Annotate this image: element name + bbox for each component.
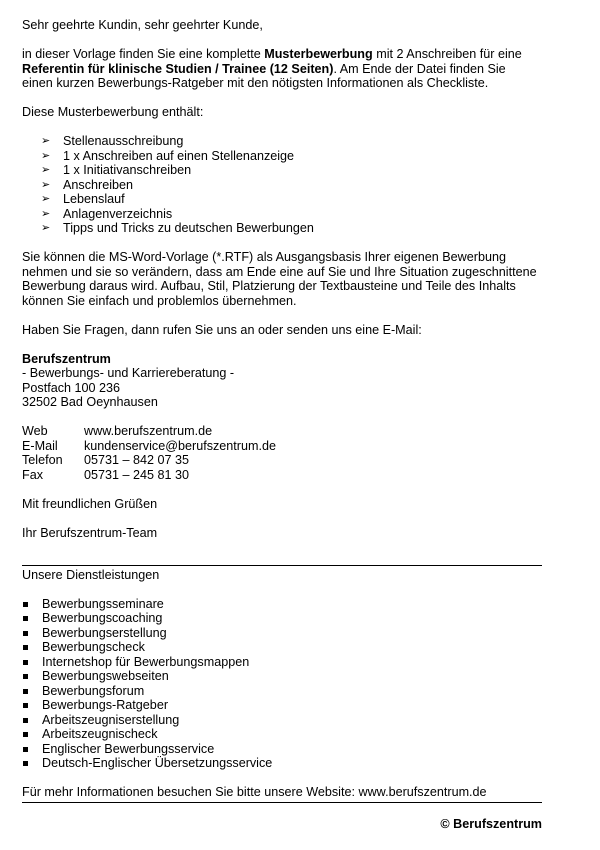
list-item-label: Deutsch-Englischer Übersetzungsservice xyxy=(42,756,273,770)
contact-label: Web xyxy=(22,424,48,438)
usage-line: Sie können die MS-Word-Vorlage (*.RTF) als Ausgangsbasis Ihrer eigenen Bewerbung xyxy=(22,250,506,264)
square-bullet-icon xyxy=(23,718,28,723)
list-item-label: Bewerbungscoaching xyxy=(42,611,163,625)
contact-label: Fax xyxy=(22,467,43,482)
list-item xyxy=(22,655,542,670)
square-bullet-icon xyxy=(23,747,28,752)
list-item-label: Anlagenverzeichnis xyxy=(63,206,173,221)
contents-list xyxy=(22,134,542,236)
services-list xyxy=(22,597,542,771)
list-item-label: Arbeitszeugniserstellung xyxy=(42,712,180,727)
contact-row-fax xyxy=(22,468,542,483)
list-item xyxy=(22,611,542,626)
usage-line: nehmen und sie so verändern, dass am Ende eine auf Sie und Ihre Situation zugeschnittene xyxy=(22,264,537,279)
list-item-label: Bewerbungserstellung xyxy=(42,625,167,640)
list-item-label: Englischer Bewerbungsservice xyxy=(42,741,215,756)
usage-line: Bewerbung daraus wird. Aufbau, Stil, Platzierung der Textbausteine und Teile des Inhalts xyxy=(22,279,516,293)
intro-text-4: einen kurzen Bewerbungs-Ratgeber mit den nötigsten Informationen als Checkliste. xyxy=(22,76,489,90)
services-heading: Unsere Dienstleistungen xyxy=(22,567,160,582)
square-bullet-icon xyxy=(23,660,28,665)
list-item xyxy=(41,178,542,193)
list-item xyxy=(41,192,542,207)
website-link[interactable]: www.berufszentrum.de xyxy=(84,424,213,438)
company-address xyxy=(22,352,542,410)
list-item xyxy=(22,727,542,742)
list-item-label: 1 x Anschreiben auf einen Stellenanzeige xyxy=(63,148,295,163)
phone-number: 05731 – 842 07 35 xyxy=(84,453,190,467)
copyright: © Berufszentrum xyxy=(440,816,542,831)
intro-bold-2: Referentin für klinische Studien / Trainee (12 Seiten) xyxy=(22,61,334,76)
intro-bold-1: Musterbewerbung xyxy=(264,47,373,61)
questions-line: Haben Sie Fragen, dann rufen Sie uns an oder senden uns eine E-Mail: xyxy=(22,322,422,337)
signature: Ihr Berufszentrum-Team xyxy=(22,525,158,540)
arrow-bullet-icon: ➢ xyxy=(41,222,51,234)
list-item xyxy=(22,669,542,684)
website-info: Für mehr Informationen besuchen Sie bitte unsere Website: www.berufszentrum.de xyxy=(22,785,487,799)
list-item xyxy=(41,134,542,149)
square-bullet-icon xyxy=(23,674,28,679)
divider xyxy=(22,565,542,566)
company-name: Berufszentrum xyxy=(22,351,111,366)
list-item-label: Bewerbungsforum xyxy=(42,683,145,698)
contact-block xyxy=(22,424,542,482)
greeting: Sehr geehrte Kundin, sehr geehrter Kunde, xyxy=(22,18,263,32)
arrow-bullet-icon: ➢ xyxy=(41,193,51,205)
address-line: Postfach 100 236 xyxy=(22,380,121,395)
contents-heading: Diese Musterbewerbung enthält: xyxy=(22,105,204,119)
contact-row-phone xyxy=(22,453,542,468)
intro-text-1: in dieser Vorlage finden Sie eine komplette xyxy=(22,47,265,61)
contact-label: Telefon xyxy=(22,453,63,467)
square-bullet-icon xyxy=(23,703,28,708)
list-item-label: Internetshop für Bewerbungsmappen xyxy=(42,654,250,669)
intro-text-2: mit 2 Anschreiben für eine xyxy=(372,47,522,61)
list-item-label: 1 x Initiativanschreiben xyxy=(63,163,192,177)
address-line: 32502 Bad Oeynhausen xyxy=(22,395,158,409)
closing: Mit freundlichen Grüßen xyxy=(22,496,158,511)
list-item-label: Lebenslauf xyxy=(63,192,125,206)
list-item xyxy=(22,640,542,655)
usage-line: können Sie einfach und problemlos übernehmen. xyxy=(22,293,297,308)
arrow-bullet-icon: ➢ xyxy=(41,149,51,162)
square-bullet-icon xyxy=(23,616,28,621)
list-item xyxy=(22,684,542,699)
email-link[interactable]: kundenservice@berufszentrum.de xyxy=(84,438,276,453)
list-item xyxy=(41,149,542,164)
list-item xyxy=(22,756,542,771)
list-item xyxy=(22,713,542,728)
arrow-bullet-icon: ➢ xyxy=(41,207,51,220)
contact-row-web xyxy=(22,424,542,439)
square-bullet-icon xyxy=(23,631,28,636)
list-item-label: Bewerbungsseminare xyxy=(42,596,164,611)
list-item xyxy=(22,626,542,641)
list-item-label: Bewerbungswebseiten xyxy=(42,669,169,683)
square-bullet-icon xyxy=(23,645,28,650)
square-bullet-icon xyxy=(23,761,28,766)
arrow-bullet-icon: ➢ xyxy=(41,178,51,191)
list-item xyxy=(22,597,542,612)
arrow-bullet-icon: ➢ xyxy=(41,164,51,176)
list-item-label: Arbeitszeugnischeck xyxy=(42,727,158,741)
intro-text-3: . Am Ende der Datei finden Sie xyxy=(333,61,506,76)
list-item-label: Stellenausschreibung xyxy=(63,134,184,148)
intro-paragraph xyxy=(22,47,542,91)
list-item-label: Tipps und Tricks zu deutschen Bewerbungen xyxy=(63,221,314,235)
list-item-label: Bewerbungs-Ratgeber xyxy=(42,698,169,712)
list-item-label: Anschreiben xyxy=(63,177,134,192)
square-bullet-icon xyxy=(23,732,28,737)
arrow-bullet-icon: ➢ xyxy=(41,135,51,147)
list-item xyxy=(41,207,542,222)
fax-number: 05731 – 245 81 30 xyxy=(84,467,190,482)
list-item xyxy=(41,163,542,178)
square-bullet-icon xyxy=(23,602,28,607)
list-item-label: Bewerbungscheck xyxy=(42,640,145,654)
contact-label: E-Mail xyxy=(22,438,58,453)
divider xyxy=(22,802,542,803)
square-bullet-icon xyxy=(23,689,28,694)
letter-page xyxy=(22,18,542,831)
list-item xyxy=(22,698,542,713)
list-item xyxy=(41,221,542,236)
usage-paragraph xyxy=(22,250,542,308)
address-line: - Bewerbungs- und Karriereberatung - xyxy=(22,366,235,380)
contact-row-email xyxy=(22,439,542,454)
list-item xyxy=(22,742,542,757)
